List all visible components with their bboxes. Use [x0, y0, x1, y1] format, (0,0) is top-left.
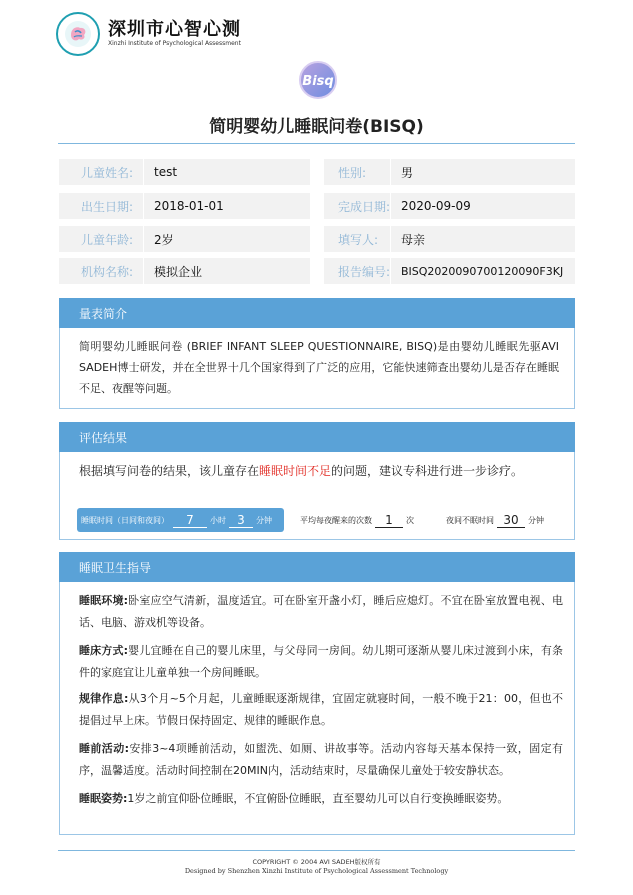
gender-label: 性别: [338, 165, 367, 180]
org-name-cn: 深圳市心智心测 [108, 19, 241, 40]
sleep-minutes-value: 3 [229, 513, 253, 528]
guidance-item-label: 规律作息: [79, 692, 129, 705]
badge-text: Bisq [302, 74, 334, 89]
complete-date-value: 2020-09-09 [401, 199, 471, 213]
title-divider [58, 143, 575, 144]
intro-section-heading: 量表简介 [59, 298, 575, 328]
intro-text: 简明婴幼儿睡眠问卷 (BRIEF INFANT SLEEP QUESTIONNAIRE, BISQ)是由婴幼儿睡眠先驱AVI SADEH博士研发，并在全世界十几个国家得到了广泛的应用，它能快速筛查出婴幼儿是否存在睡眠不足、夜醒等问题。 [79, 340, 559, 395]
age-row [59, 226, 310, 252]
night-wakings-unit: 次 [406, 515, 414, 525]
awake-time-unit: 分钟 [528, 515, 544, 525]
guidance-item [79, 590, 563, 634]
child-name-row [59, 159, 310, 185]
institution-value: 模拟企业 [154, 264, 203, 279]
footer-divider [58, 850, 575, 851]
awake-time-label: 夜间不眠时间 [446, 515, 494, 525]
brain-logo-icon [56, 12, 100, 56]
institution-label: 机构名称: [81, 264, 134, 279]
report-no-value: BISQ2020090700120090F3KJ [401, 264, 564, 278]
result-text [79, 462, 559, 479]
sleep-time-label: 睡眠时间（日间和夜间） [81, 515, 169, 525]
guidance-item-label: 睡眠环境: [79, 594, 129, 607]
night-wakings-value: 1 [375, 513, 403, 528]
birth-date-label: 出生日期: [81, 199, 134, 214]
awake-time-value: 30 [497, 513, 525, 528]
child-name-value: test [154, 165, 178, 179]
filler-label: 填写人: [338, 232, 379, 247]
age-label: 儿童年龄: [81, 232, 134, 247]
guidance-section-heading: 睡眠卫生指导 [59, 552, 575, 582]
guidance-item-text: 1岁之前宜仰卧位睡眠，不宜俯卧位睡眠，直至婴幼儿可以自行变换睡眠姿势。 [127, 792, 509, 805]
guidance-item-label: 睡床方式: [79, 644, 129, 657]
guidance-item [79, 688, 563, 732]
result-text-after: 的问题，建议专科进行进一步诊疗。 [331, 464, 524, 478]
bisq-badge-icon [296, 60, 340, 100]
complete-date-row [324, 193, 575, 219]
report-no-row [324, 258, 575, 284]
birth-date-row [59, 193, 310, 219]
guidance-item-label: 睡前活动: [79, 742, 129, 755]
gender-value: 男 [401, 165, 414, 180]
birth-date-value: 2018-01-01 [154, 199, 224, 213]
filler-row [324, 226, 575, 252]
night-wakings-stat [300, 510, 414, 530]
guidance-item [79, 640, 563, 684]
page-title: 简明婴幼儿睡眠问卷(BISQ) [209, 117, 424, 137]
gender-row [324, 159, 575, 185]
institution-row [59, 258, 310, 284]
org-logo [56, 12, 241, 56]
result-highlight: 睡眠时间不足 [259, 464, 332, 478]
footer-copyright: COPYRIGHT © 2004 AVI SADEH版权所有 [252, 858, 381, 866]
night-wakings-label: 平均每夜醒来的次数 [300, 515, 372, 525]
sleep-hours-value: 7 [173, 513, 207, 528]
guidance-item-text: 卧室应空气清新，温度适宜。可在卧室开盏小灯，睡后应熄灯。不宜在卧室放置电视、电话、电脑、游戏机等设备。 [79, 594, 563, 629]
guidance-item [79, 788, 563, 810]
sleep-time-pill [77, 508, 284, 532]
age-value: 2岁 [154, 232, 174, 247]
report-no-label: 报告编号: [338, 264, 391, 279]
complete-date-label: 完成日期: [338, 199, 391, 214]
guidance-item [79, 738, 563, 782]
sleep-hours-unit: 小时 [210, 515, 226, 525]
filler-value: 母亲 [401, 232, 426, 247]
guidance-item-label: 睡眠姿势: [79, 792, 128, 805]
org-name-en: Xinzhi Institute of Psychological Assessment [108, 40, 241, 47]
sleep-minutes-unit: 分钟 [256, 515, 272, 525]
guidance-item-text: 从3个月~5个月起，儿童睡眠逐渐规律，宜固定就寝时间，一般不晚于21：00，但也不提倡过早上床。节假日保持固定、规律的睡眠作息。 [79, 692, 563, 727]
footer-designed-by: Designed by Shenzhen Xinzhi Institute of Psychological Assessment Technology [184, 867, 449, 875]
child-name-label: 儿童姓名: [81, 165, 134, 180]
result-text-before: 根据填写问卷的结果，该儿童存在 [79, 464, 260, 478]
guidance-item-text: 婴儿宜睡在自己的婴儿床里，与父母同一房间。幼儿期可逐渐从婴儿床过渡到小床，有条件的家庭宜让儿童单独一个房间睡眠。 [79, 644, 563, 679]
awake-time-stat [446, 510, 544, 530]
result-section-heading: 评估结果 [59, 422, 575, 452]
guidance-item-text: 安排3~4项睡前活动，如盥洗、如厕、讲故事等。活动内容每天基本保持一致，固定有序，温馨适度。活动时间控制在20MIN内，活动结束时，尽量确保儿童处于较安静状态。 [79, 742, 563, 777]
